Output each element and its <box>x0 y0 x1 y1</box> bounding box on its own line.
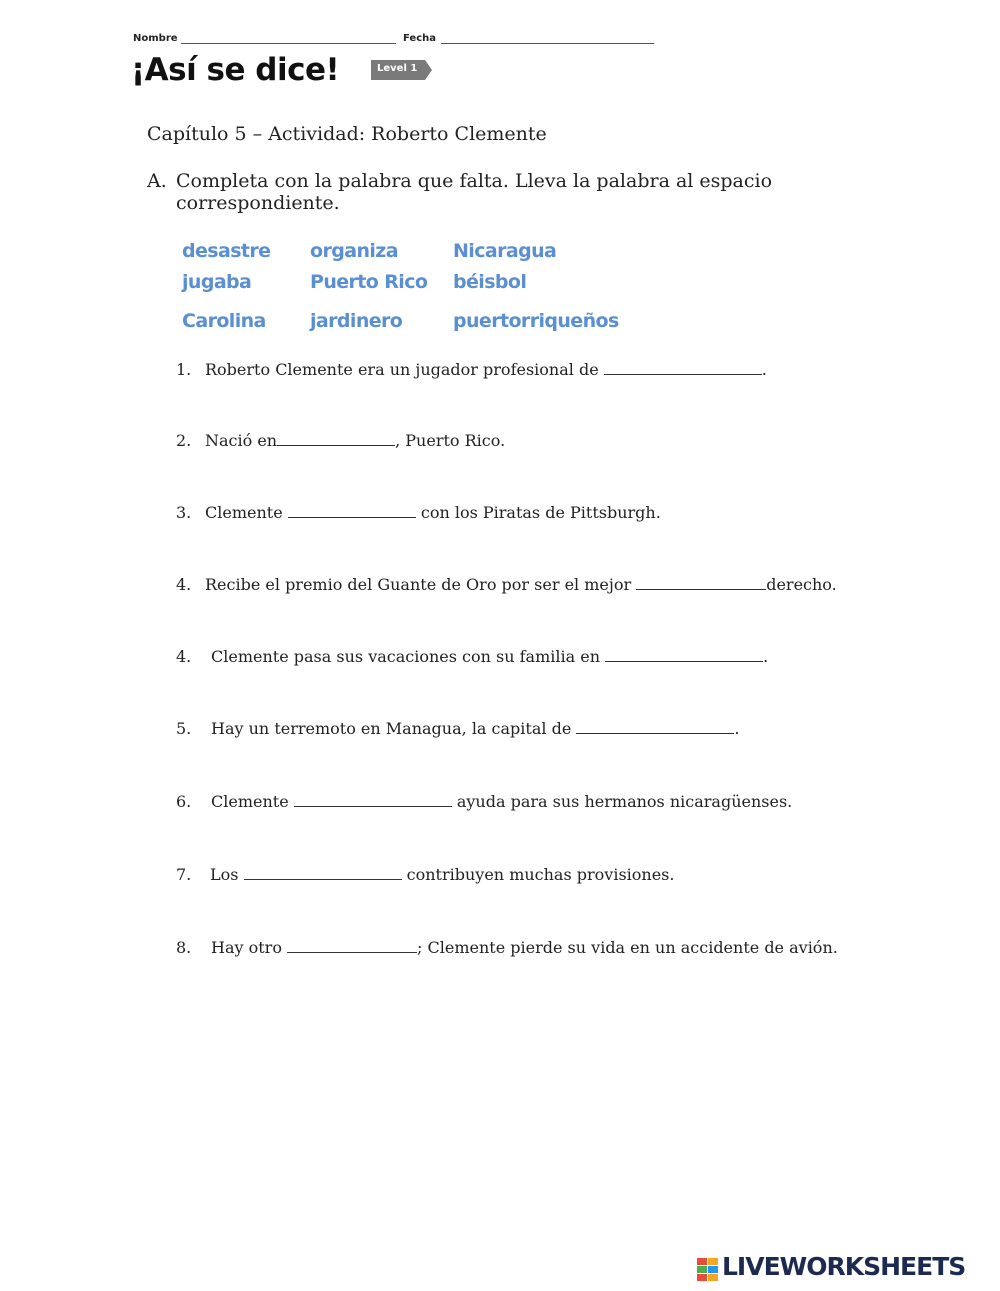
answer-blank[interactable] <box>576 719 734 734</box>
word-bank-item[interactable]: Puerto Rico <box>310 271 428 293</box>
nombre-label: Nombre <box>133 33 178 44</box>
answer-blank[interactable] <box>287 938 417 953</box>
question-number: 5. <box>176 719 192 738</box>
fecha-line <box>441 43 654 44</box>
question-number: 4. <box>176 575 192 594</box>
word-bank-item[interactable]: puertorriqueños <box>453 310 619 332</box>
level-badge <box>371 60 425 80</box>
word-bank-item[interactable]: Nicaragua <box>453 240 557 262</box>
question-text-after: con los Piratas de Pittsburgh. <box>415 503 661 522</box>
question-text-before: Clemente <box>211 792 294 811</box>
fecha-label: Fecha <box>403 33 437 44</box>
liveworksheets-logo[interactable] <box>697 1252 997 1286</box>
answer-blank[interactable] <box>244 865 402 880</box>
question-text-after: ayuda para sus hermanos nicaragüenses. <box>451 792 793 811</box>
liveworksheets-logo-text: LIVEWORKSHEETS <box>722 1252 966 1281</box>
question-text-before: Roberto Clemente era un jugador profesional de <box>205 360 604 379</box>
logo-block-5 <box>697 1274 707 1281</box>
question-number: 8. <box>176 938 192 957</box>
question-text-after: . <box>761 360 767 379</box>
answer-blank[interactable] <box>288 503 416 518</box>
question-number: 3. <box>176 503 192 522</box>
logo-block-3 <box>697 1266 707 1273</box>
question-text-before: Clemente pasa sus vacaciones con su familia en <box>211 647 606 666</box>
question-text-after: contribuyen muchas provisiones. <box>401 865 675 884</box>
question-text-after: ; Clemente pierde su vida en un accidente de avión. <box>417 938 838 957</box>
question-text-before: Clemente <box>205 503 288 522</box>
word-bank-item[interactable]: organiza <box>310 240 398 262</box>
logo-block-4 <box>708 1266 718 1273</box>
word-bank-item[interactable]: Carolina <box>182 310 266 332</box>
level-badge-label: Level 1 <box>377 63 418 74</box>
instruction-letter: A. <box>147 170 167 192</box>
question-number: 6. <box>176 792 192 811</box>
liveworksheets-blocks-icon <box>697 1258 719 1282</box>
chapter-title: Capítulo 5 – Actividad: Roberto Clemente <box>147 123 547 145</box>
word-bank-item[interactable]: béisbol <box>453 271 527 293</box>
brand-title: ¡Así se dice! <box>131 52 340 88</box>
question-text-before: Nació en <box>205 431 278 450</box>
word-bank-item[interactable]: jardinero <box>310 310 403 332</box>
question-text-before: Hay un terremoto en Managua, la capital de <box>211 719 577 738</box>
question-text-before: Recibe el premio del Guante de Oro por ser el mejor <box>205 575 637 594</box>
logo-block-2 <box>708 1258 718 1265</box>
word-bank-item[interactable]: desastre <box>182 240 271 262</box>
question-number: 2. <box>176 431 192 450</box>
question-text-after: . <box>763 647 769 666</box>
question-number: 7. <box>176 865 192 884</box>
nombre-line <box>181 43 396 44</box>
question-text-after: . <box>734 719 740 738</box>
question-number: 4. <box>176 647 192 666</box>
question-text-before: Hay otro <box>211 938 288 957</box>
answer-blank[interactable] <box>636 575 766 590</box>
name-date-row <box>133 33 658 47</box>
answer-blank[interactable] <box>294 792 452 807</box>
answer-blank[interactable] <box>277 431 395 446</box>
instruction-text: Completa con la palabra que falta. Lleva la palabra al espacio correspondiente. <box>176 170 773 214</box>
word-bank-item[interactable]: jugaba <box>182 271 252 293</box>
answer-blank[interactable] <box>605 647 763 662</box>
answer-blank[interactable] <box>604 360 762 375</box>
logo-block-1 <box>697 1258 707 1265</box>
logo-block-6 <box>708 1274 718 1281</box>
question-text-after: , Puerto Rico. <box>395 431 506 450</box>
question-text-after: derecho. <box>766 575 837 594</box>
question-text-before: Los <box>210 865 244 884</box>
question-number: 1. <box>176 360 192 379</box>
